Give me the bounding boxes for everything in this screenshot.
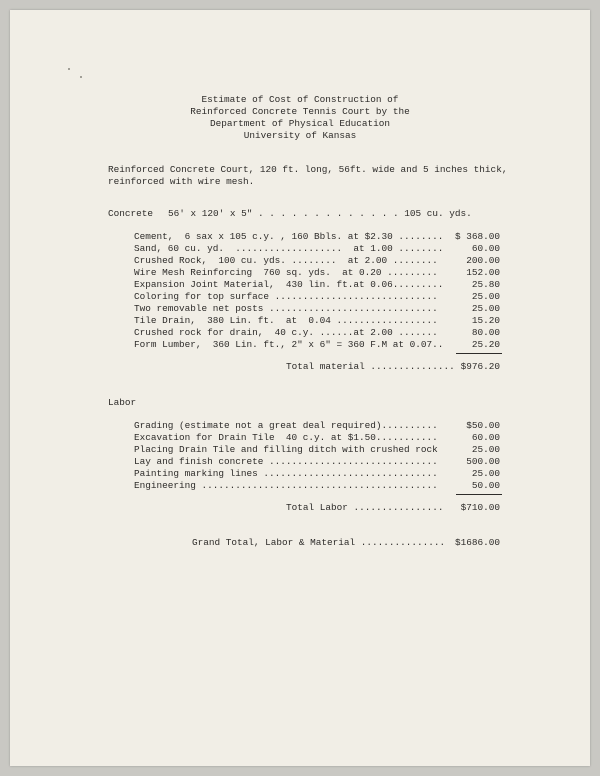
material-item-desc: Crushed rock for drain, 40 c.y. ......at 2.00 ....... <box>134 327 438 338</box>
material-subtotal-rule <box>456 353 502 354</box>
concrete-dimensions: 56' x 120' x 5" . . . . . . . . . . . . . 105 cu. yds. <box>168 208 472 219</box>
labor-heading: Labor <box>108 397 137 408</box>
material-item-desc: Wire Mesh Reinforcing 760 sq. yds. at 0.20 ......... <box>134 267 438 278</box>
labor-item-amount: 500.00 <box>466 456 500 467</box>
material-item-amount: 25.20 <box>471 339 500 350</box>
labor-item-amount: $50.00 <box>466 420 500 431</box>
title-line-4: University of Kansas <box>243 130 357 141</box>
title-line-3: Department of Physical Education <box>209 118 391 129</box>
material-item-amount: $ 368.00 <box>454 231 500 242</box>
material-item-desc: Sand, 60 cu. yd. ................... at 1.00 ........ <box>134 243 444 254</box>
material-item-desc: Coloring for top surface ............................. <box>134 291 438 302</box>
grand-total-label: Grand Total, Labor & Material ............... <box>192 537 446 548</box>
material-item-amount: 200.00 <box>466 255 500 266</box>
material-item-desc: Form Lumber, 360 Lin. ft., 2" x 6" = 360 F.M at 0.07.. <box>134 339 444 350</box>
labor-item-amount: 60.00 <box>471 432 500 443</box>
labor-subtotal-rule <box>456 494 502 495</box>
labor-item-amount: 50.00 <box>471 480 500 491</box>
material-item-amount: 25.80 <box>471 279 500 290</box>
material-item-amount: 25.00 <box>471 303 500 314</box>
material-item-amount: 25.00 <box>471 291 500 302</box>
labor-item-desc: Grading (estimate not a great deal required).......... <box>134 420 438 431</box>
labor-item-desc: Placing Drain Tile and filling ditch with crushed rock <box>134 444 438 455</box>
paper-speck <box>68 68 70 70</box>
material-item-desc: Expansion Joint Material, 430 lin. ft.at 0.06......... <box>134 279 444 290</box>
material-item-amount: 80.00 <box>471 327 500 338</box>
labor-item-desc: Engineering .......................................... <box>134 480 438 491</box>
material-item-amount: 60.00 <box>471 243 500 254</box>
material-item-desc: Crushed Rock, 100 cu. yds. ........ at 2.00 ........ <box>134 255 438 266</box>
total-labor-label: Total Labor ................ <box>286 502 444 513</box>
document-page <box>10 10 590 766</box>
title-line-1: Estimate of Cost of Construction of <box>201 94 399 105</box>
total-labor-amount: $710.00 <box>460 502 500 513</box>
intro-line-2: reinforced with wire mesh. <box>108 176 255 187</box>
material-item-amount: 15.20 <box>471 315 500 326</box>
paper-speck <box>80 76 82 78</box>
total-material-label: Total material ............... <box>286 361 455 372</box>
title-line-2: Reinforced Concrete Tennis Court by the <box>190 106 410 117</box>
labor-item-desc: Lay and finish concrete .............................. <box>134 456 438 467</box>
intro-line-1: Reinforced Concrete Court, 120 ft. long, 56ft. wide and 5 inches thick, <box>108 164 508 175</box>
material-item-desc: Two removable net posts .............................. <box>134 303 438 314</box>
labor-item-amount: 25.00 <box>471 468 500 479</box>
total-material-amount: $976.20 <box>460 361 500 372</box>
labor-item-amount: 25.00 <box>471 444 500 455</box>
material-item-desc: Tile Drain, 380 Lin. ft. at 0.04 .................. <box>134 315 438 326</box>
material-item-desc: Cement, 6 sax x 105 c.y. , 160 Bbls. at $2.30 ........ <box>134 231 444 242</box>
concrete-label: Concrete <box>108 208 154 219</box>
material-item-amount: 152.00 <box>466 267 500 278</box>
grand-total-amount: $1686.00 <box>454 537 500 548</box>
labor-item-desc: Excavation for Drain Tile 40 c.y. at $1.50........... <box>134 432 438 443</box>
labor-item-desc: Painting marking lines ............................... <box>134 468 438 479</box>
